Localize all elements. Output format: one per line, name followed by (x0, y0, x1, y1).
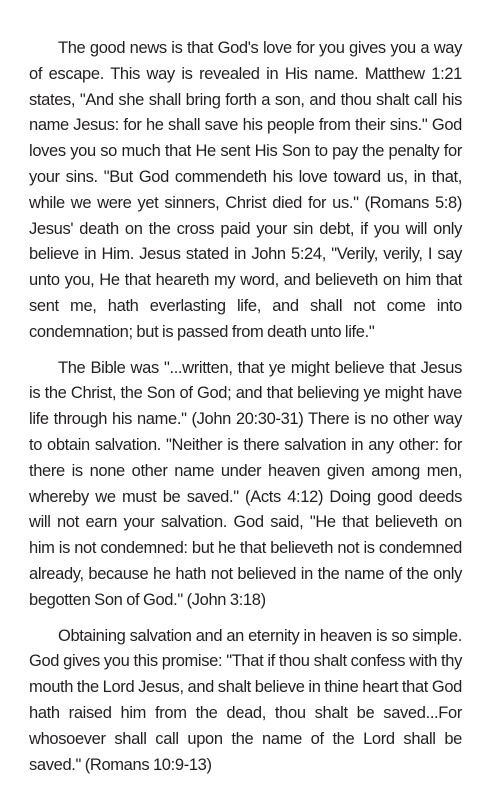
paragraph-obtaining-salvation: Obtaining salvation and an eternity in heaven is so simple. God gives you this promise: "That if thou shalt confess with thy mouth the Lord Jesus, and shalt believe in thine heart that God hath raised him from the dead, thou shalt be saved...For whosoever shall call upon the name of the Lord shall be saved." (Romans 10:9-13) (29, 626, 462, 774)
paragraph-bible-written: The Bible was "...written, that ye might believe that Jesus is the Christ, the Son of God; and that believing ye might have life through his name." (John 20:30-31) There is no other way to obtain salvation. "Neither is there salvation in any other: for there is none other name under heaven given among men, whereby we must be saved." (Acts 4:12) Doing good deeds will not earn your salvation. God said, "He that believeth on him is not condemned: but he that believeth not is condemned already, because he hath not believed in the name of the only begotten Son of God." (John 3:18) (29, 358, 462, 609)
paragraph-gods-love: The good news is that God's love for you gives you a way of escape. This way is revealed in His name. Matthew 1:21 states, "And she shall bring forth a son, and thou shalt call his name Jesus: for he shall save his people from their sins." God loves you so much that He sent His Son to pay the penalty for your sins. "But God commendeth his love toward us, in that, while we were yet sinners, Christ died for us." (Romans 5:8) Jesus' death on the cross paid your sin debt, if you will only believe in Him. Jesus stated in John 5:24, "Verily, verily, I say unto you, He that heareth my word, and believeth on him that sent me, hath everlasting life, and shall not come into condemnation; but is passed from death unto life." (29, 39, 462, 341)
